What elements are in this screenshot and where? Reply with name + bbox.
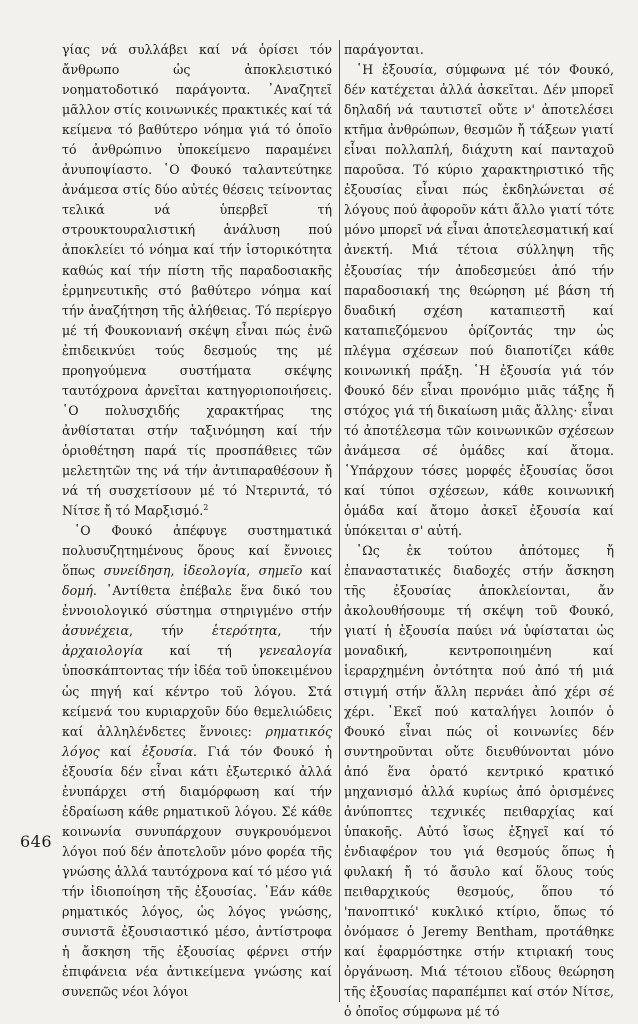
italic-term: ἑτερότητα [211, 623, 278, 639]
right-text-column [344, 40, 614, 1022]
page-number: 646 [20, 832, 53, 851]
paragraph: ῾Η ἐξουσία, σύμφωνα μέ τόν Φουκό, δέν κατέχεται ἀλλά ἀσκεῖται. Δέν μπορεῖ δηλαδή νά ταυτιστεῖ οὔτε ν' ἀποτελέσει κτῆμα ἀνθρώπων, θεσμῶν ἤ τάξεων γιατί εἶναι πολλαπλή, διάχυτη καί πανταχοῦ παροῦσα. Τό κύριο χαρακτηριστικό τῆς ἐξουσίας εἶναι πώς ἐκδηλώνεται σέ λόγους πού ἀφοροῦν κάτι ἄλλο γιατί τότε μόνο μπορεῖ νά εἶναι ἀποτελεσματική καί ἀνεκτή. Μιά τέτοια σύλληψη τῆς ἐξουσίας τήν ἀποδεσμεύει ἀπό τήν παραδοσιακή της θεώρηση μέ βάση τή δυαδική σχέση καταπιεστῆ καί καταπιεζόμενου ὁρίζοντάς την ὡς πλέγμα σχέσεων πού διαποτίζει κάθε κοινωνική πράξη. ῾Η ἐξουσία γιά τόν Φουκό δέν εἶναι προνόμιο μιᾶς τάξης ἤ στόχος γιά τή δικαίωση μιᾶς ἄλλης· εἶναι τό ἀποτέλεσμα τῶν κοινωνικῶν σχέσεων ἀνάμεσα σέ ὁμάδες καί ἄτομα. ῾Υπάρχουν τόσες μορφές ἐξουσίας ὅσοι καί τύποι σχέσεων, κάθε κοινωνική ὁμάδα καί ἄτομο ἀσκεῖ ἐξουσία καί ὑπόκειται σ' αὐτή. [344, 62, 614, 539]
italic-term: συνείδηση [103, 563, 171, 579]
italic-term: ἐξουσία [142, 743, 194, 759]
italic-term: σημεῖο [258, 563, 303, 579]
paragraph [62, 40, 332, 521]
left-text-column [62, 40, 340, 1002]
paragraph: ῾Ως ἐκ τούτου ἀπότομες ἤ ἐπαναστατικές διαδοχές στήν ἄσκηση τῆς ἐξουσίας ἀποκλείονται, ἄν ἀκολουθήσουμε τή σκέψη τοῦ Φουκό, γιατί ἡ ἐξουσία παύει νά ὑφίσταται ὡς μοναδική, κεντροποιημένη καί ἱεραρχημένη ὀντότητα πού ἀπό τή μιά στιγμή στήν ἄλλη περνάει ἀπό χέρι σέ χέρι. ᾿Εκεῖ πού καταλήγει λοιπόν ὁ Φουκό εἶναι πώς οἱ κοινωνίες δέν συντηροῦνται οὔτε διευθύνονται μόνο ἀπό ἕνα ὁρατό κεντρικό κρατικό μηχανισμό ἀλλά κυρίως ἀπό ὁρισμένες ἀνύποπτες τεχνικές πειθαρχίας καί ὑπακοῆς. Αὐτό ἴσως ἐξηγεῖ καί τό ἐνδιαφέρον του γιά θεσμούς ὅπως ἡ φυλακή ἤ τό ἄσυλο καί ὅλους τούς πειθαρχικούς θεσμούς, ὅπου τό 'πανοπτικό' κυκλικό κτίριο, ὅπως τό ὀνόμασε ὁ Jeremy Bentham, προτάθηκε καί ἐφαρμόστηκε στήν κτιριακή τους ὀργάνωση. Μιά τέτοιου εἴδους θεώρηση τῆς ἐξουσίας παραπέμπει καί στόν Νίτσε, ὁ ὁποῖος σύμφωνα μέ τό [344, 543, 614, 1020]
italic-term: ἰδεολογία [182, 563, 247, 579]
paragraph: παράγονται. [344, 42, 424, 57]
paragraph: ῾Ο Φουκό ἀπέφυγε συστηματικά πολυσυζητημένους ὅρους καί ἔννοιες ὅπως συνείδηση, ἰδεολογία, σημεῖο καί δομή. ᾿Αντίθετα ἐπέβαλε ἕνα δικό του ἐννοιολογικό σύστημα στηριγμένο στήν ἀσυνέχεια, τήν ἑτερότητα, τήν ἀρχαιολογία καί τή γενεαλογία ὑποσκάπτοντας τήν ἰδέα τοῦ ὑποκειμένου ὡς πηγή καί κέντρο τοῦ λόγου. Στά κείμενά του κυριαρχοῦν δύο θεμελιώδεις καί ἀλληλένδετες ἔννοιες: ρηματικός λόγος καί ἐξουσία. Γιά τόν Φουκό ἡ ἐξουσία δέν εἶναι κάτι ἐξωτερικό ἀλλά ἐνυπάρχει στή διαμόρφωση καί τήν ἑδραίωση κάθε ρηματικοῦ λόγου. Σέ κάθε κοινωνία συνυπάρχουν συγκρουόμενοι λόγοι πού δέν ἀποτελοῦν μόνο φορέα τῆς γνώσης ἀλλά ταυτόχρονα καί τό μέσο γιά τήν ἰδιοποίηση τῆς ἐξουσίας. ᾿Εάν κάθε ρηματικός λόγος, ὡς λόγος γνώσης, συνιστᾶ ἐξουσιαστικό μέσο, ἀντίστροφα ἡ ἄσκηση τῆς ἐξουσίας φέρνει στήν ἐπιφάνεια νέα ἀντικείμενα γνώσης καί συνεπῶς νέοι λόγοι [62, 523, 332, 1000]
paragraph-text: γίας νά συλλάβει καί νά ὁρίσει τόν ἄνθρωπο ὡς ἀποκλειστικό νοηματοδοτικό παράγοντα. ᾿Αναζητεῖ μᾶλλον στίς κοινωνικές πρακτικές καί τά κείμενα τό βαθύτερο νόημα γιά τό ὁποῖο τό ἀνθρώπινο ὑποκείμενο παραμένει ἀνυποψίαστο. ῾Ο Φουκό ταλαντεύτηκε ἀνάμεσα στίς δύο αὐτές θέσεις τείνοντας τελικά νά ὑπερβεῖ τή στρουκτουραλιστική ἀνάλυση πού ἀποκλείει τό νόημα καί τήν ἱστορικότητα καθώς καί τήν πίστη τῆς παραδοσιακῆς ἑρμηνευτικῆς στό βαθύτερο νόημα καί τήν ἀναζήτηση τῆς ἀλήθειας. Τό περίεργο μέ τή Φουκονιανή σκέψη εἶναι πώς ἐνῶ ἐπιδεικνύει τούς δεσμούς της μέ προηγούμενα συστήματα σκέψης ταυτόχρονα ἀρνεῖται κατηγοριοποιήσεις. ῾Ο πολυσχιδής χαρακτήρας της ἀνθίσταται στήν ταξινόμηση καί τήν ὁριοθέτηση παρά τίς προσπάθειες τῶν μελετητῶν της νά τήν ἀντιπαραθέσουν ἤ νά τή συσχετίσουν μέ τό Ντεριντά, τό Νίτσε ἤ τό Μαρξισμό. [62, 42, 333, 519]
italic-term: δομή [62, 583, 93, 599]
footnote-ref[interactable]: 2 [203, 502, 209, 512]
italic-term: γενεαλογία [258, 643, 332, 659]
italic-term: ἀσυνέχεια [62, 623, 130, 639]
italic-term: ρηματικός λόγος [62, 723, 332, 759]
italic-term: ἀρχαιολογία [62, 643, 144, 659]
